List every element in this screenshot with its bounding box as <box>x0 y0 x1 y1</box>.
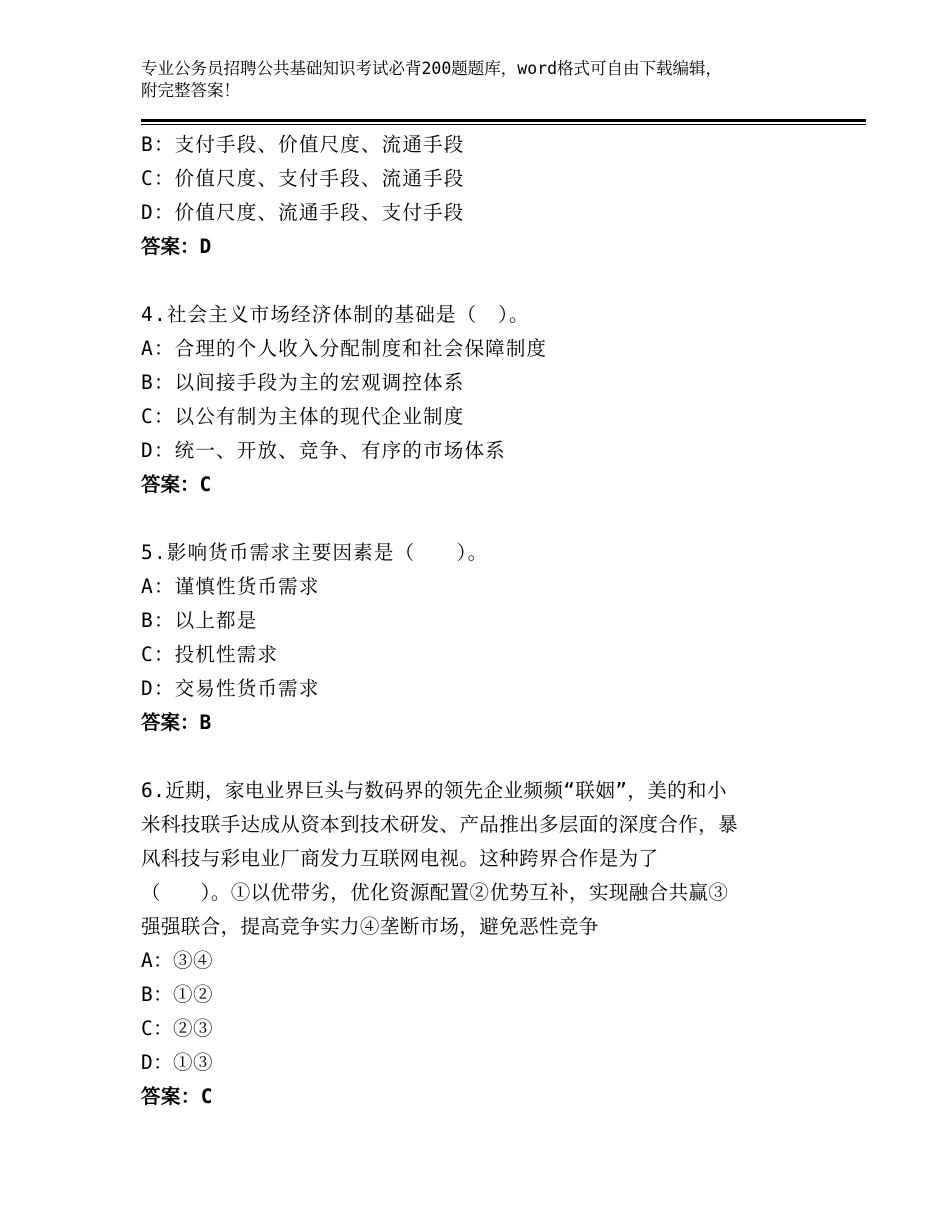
question-3 <box>141 128 821 264</box>
question-6 <box>141 774 821 1114</box>
q4-answer: 答案：C <box>141 473 212 496</box>
q3-option-b: B：支付手段、价值尺度、流通手段 <box>141 133 465 156</box>
q5-option-a: A：谨慎性货币需求 <box>141 575 320 598</box>
q4-option-c: C：以公有制为主体的现代企业制度 <box>141 405 465 428</box>
q5-option-d: D：交易性货币需求 <box>141 677 320 700</box>
q6-stem-line: 强强联合，提高竞争实力④垄断市场，避免恶性竞争 <box>141 915 599 938</box>
q6-option-a: A：③④ <box>141 949 213 972</box>
q4-option-a: A：合理的个人收入分配制度和社会保障制度 <box>141 337 548 360</box>
question-4 <box>141 298 821 502</box>
spacer <box>141 740 821 774</box>
question-list <box>141 128 821 1114</box>
page-header <box>141 58 821 102</box>
q3-option-c: C：价值尺度、支付手段、流通手段 <box>141 167 465 190</box>
header-title-line-1: 专业公务员招聘公共基础知识考试必背200题题库，word格式可自由下载编辑， <box>141 59 723 78</box>
q6-option-c: C：②③ <box>141 1017 213 1040</box>
header-title-line-2: 附完整答案！ <box>141 81 240 100</box>
q6-stem-line: （ ）。①以优带劣，优化资源配置②优势互补，实现融合共赢③ <box>141 881 729 904</box>
q3-option-d: D：价值尺度、流通手段、支付手段 <box>141 201 465 224</box>
q4-option-b: B：以间接手段为主的宏观调控体系 <box>141 371 465 394</box>
q6-answer: 答案：C <box>141 1085 213 1108</box>
q5-stem: 5.影响货币需求主要因素是（ ）。 <box>141 541 489 564</box>
q6-stem-line: 米科技联手达成从资本到技术研发、产品推出多层面的深度合作，暴 <box>141 813 739 836</box>
q6-stem-line: 风科技与彩电业厂商发力互联网电视。这种跨界合作是为了 <box>141 847 659 870</box>
question-5 <box>141 536 821 740</box>
q3-answer: 答案：D <box>141 235 212 258</box>
q6-stem-line: 6.近期，家电业界巨头与数码界的领先企业频频“联姻”，美的和小 <box>141 779 727 802</box>
spacer <box>141 502 821 536</box>
header-rule-thin <box>141 124 866 125</box>
spacer <box>141 264 821 298</box>
q6-option-d: D：①③ <box>141 1051 213 1074</box>
q5-answer: 答案：B <box>141 711 212 734</box>
q6-option-b: B：①② <box>141 983 213 1006</box>
q5-option-b: B：以上都是 <box>141 609 258 632</box>
q5-option-c: C：投机性需求 <box>141 643 279 666</box>
q4-option-d: D：统一、开放、竞争、有序的市场体系 <box>141 439 506 462</box>
header-rule-thick <box>141 119 866 122</box>
q4-stem: 4.社会主义市场经济体制的基础是（ ）。 <box>141 303 530 326</box>
